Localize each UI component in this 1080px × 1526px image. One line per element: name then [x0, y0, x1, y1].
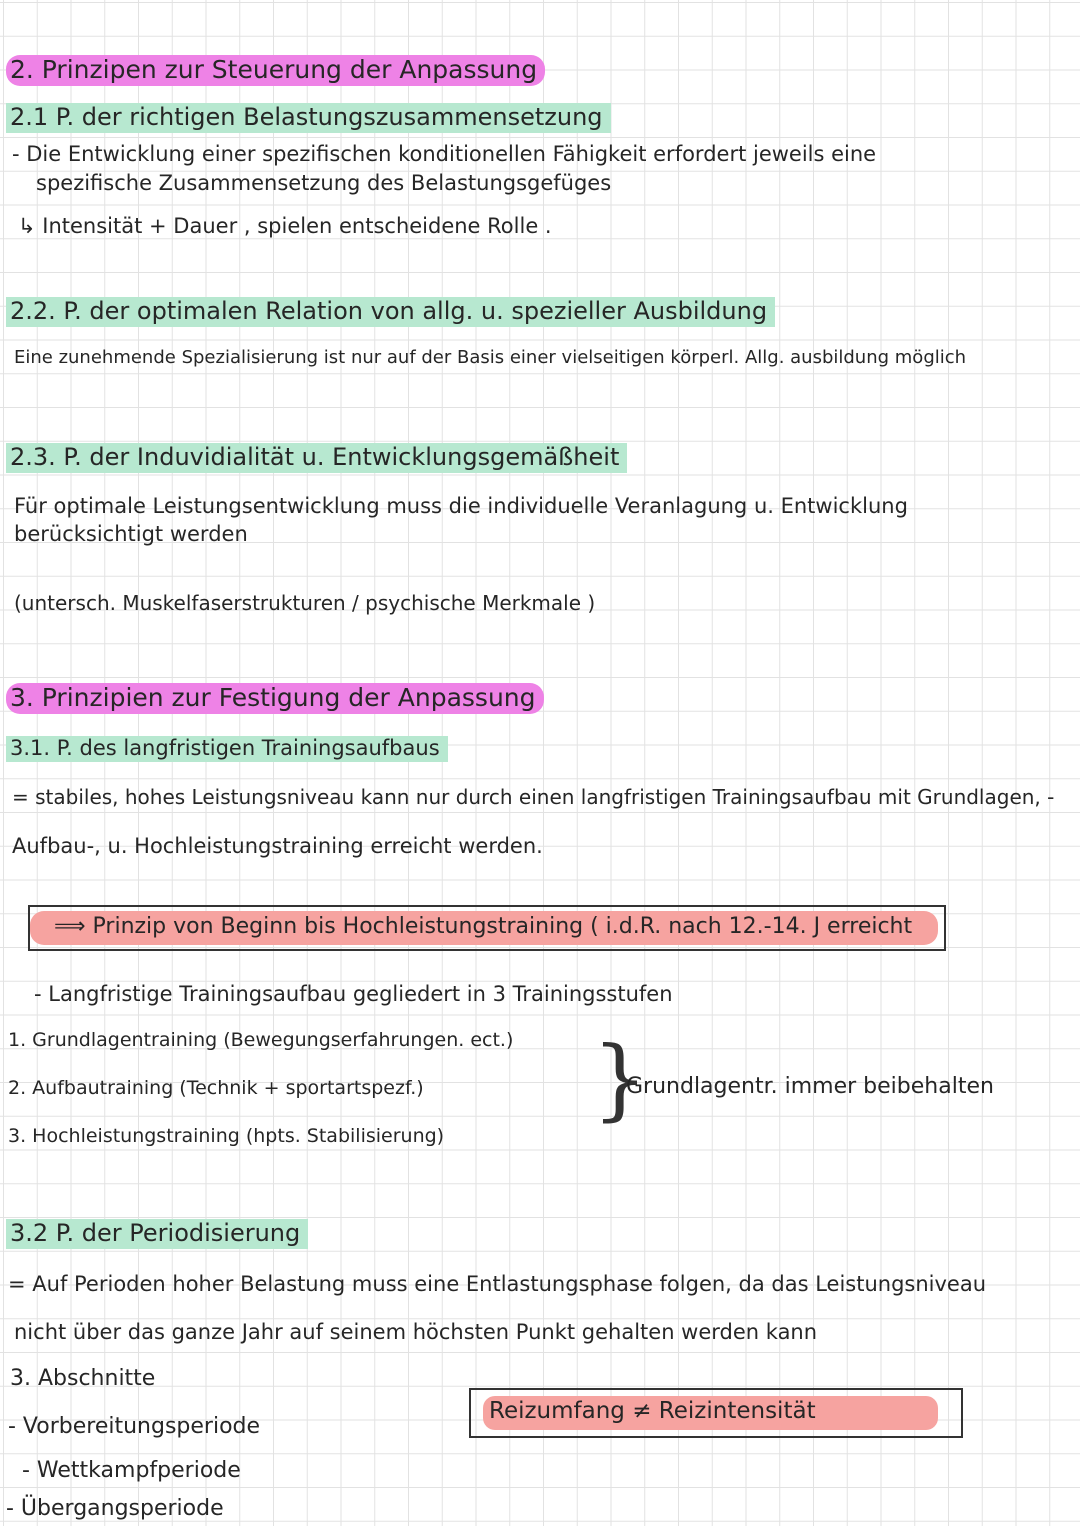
section-3-heading [6, 684, 544, 713]
section-2-3-heading [6, 444, 627, 472]
principle-box [28, 905, 946, 951]
curly-brace-icon: } [592, 1027, 648, 1130]
training-stage-1: 1. Grundlagentraining (Bewegungserfahrungen. ect.) [8, 1029, 514, 1051]
section-2-2-text-1: Eine zunehmende Spezialisierung ist nur auf der Basis einer vielseitigen körperl. Allg. ausbildung möglich [14, 347, 967, 368]
section-3-2-text-3: 3. Abschnitte [10, 1366, 156, 1391]
section-2-2-heading [6, 298, 775, 326]
stimulus-box-text: Reizumfang ≠ Reizintensität [489, 1398, 816, 1424]
section-3-1-text-1: = stabiles, hohes Leistungsniveau kann nur durch einen langfristigen Trainingsaufbau mit Grundlagen, - [12, 785, 1055, 809]
section-2-3-title: 2.3. P. der Induvidialität u. Entwicklungsgemäßheit [6, 443, 627, 473]
section-2-1-heading [6, 104, 611, 132]
section-3-title: 3. Prinzipien zur Festigung der Anpassung [6, 683, 544, 714]
section-3-2-title: 3.2 P. der Periodisierung [6, 1219, 308, 1249]
period-item-3: - Übergangsperiode [6, 1496, 224, 1521]
training-stage-2: 2. Aufbautraining (Technik + sportartspezf.) [8, 1077, 424, 1099]
section-3-2-text-1: = Auf Perioden hoher Belastung muss eine Entlastungsphase folgen, da das Leistungsniveau [8, 1272, 987, 1296]
section-2-3-text-1: Für optimale Leistungsentwicklung muss die individuelle Veranlagung u. Entwicklung [14, 494, 908, 518]
section-2-1-text-3: ↳ Intensität + Dauer , spielen entscheidene Rolle . [18, 214, 552, 238]
section-3-2-text-2: nicht über das ganze Jahr auf seinem höchsten Punkt gehalten werden kann [14, 1320, 818, 1344]
period-item-1: - Vorbereitungsperiode [8, 1414, 261, 1439]
section-3-1-text-2: Aufbau-, u. Hochleistungstraining erreicht werden. [12, 834, 543, 858]
section-2-2-title: 2.2. P. der optimalen Relation von allg. u. spezieller Ausbildung [6, 297, 775, 327]
section-2-title: 2. Prinzipen zur Steuerung der Anpassung [6, 55, 545, 86]
section-3-2-heading [6, 1220, 308, 1248]
section-3-1-text-3: - Langfristige Trainingsaufbau gegliedert in 3 Trainingsstufen [34, 982, 673, 1006]
principle-box-text: ⟹ Prinzip von Beginn bis Hochleistungstraining ( i.d.R. nach 12.-14. J erreicht [54, 914, 913, 939]
section-2-3-text-2: berücksichtigt werden [14, 522, 248, 546]
section-3-1-heading [6, 736, 448, 760]
section-2-1-text-2: spezifische Zusammensetzung des Belastungsgefüges [36, 171, 612, 195]
period-item-2: - Wettkampfperiode [22, 1458, 241, 1483]
section-2-1-title: 2.1 P. der richtigen Belastungszusammensetzung [6, 103, 611, 133]
section-3-1-title: 3.1. P. des langfristigen Trainingsaufbaus [6, 736, 448, 762]
section-2-heading [6, 56, 545, 85]
section-2-3-text-3: (untersch. Muskelfaserstrukturen / psychische Merkmale ) [14, 591, 596, 615]
stimulus-box [469, 1388, 963, 1438]
brace-note: Grundlagentr. immer beibehalten [626, 1074, 994, 1099]
section-2-1-text-1: - Die Entwicklung einer spezifischen konditionellen Fähigkeit erfordert jeweils eine [12, 142, 877, 166]
training-stage-3: 3. Hochleistungstraining (hpts. Stabilisierung) [8, 1125, 445, 1147]
